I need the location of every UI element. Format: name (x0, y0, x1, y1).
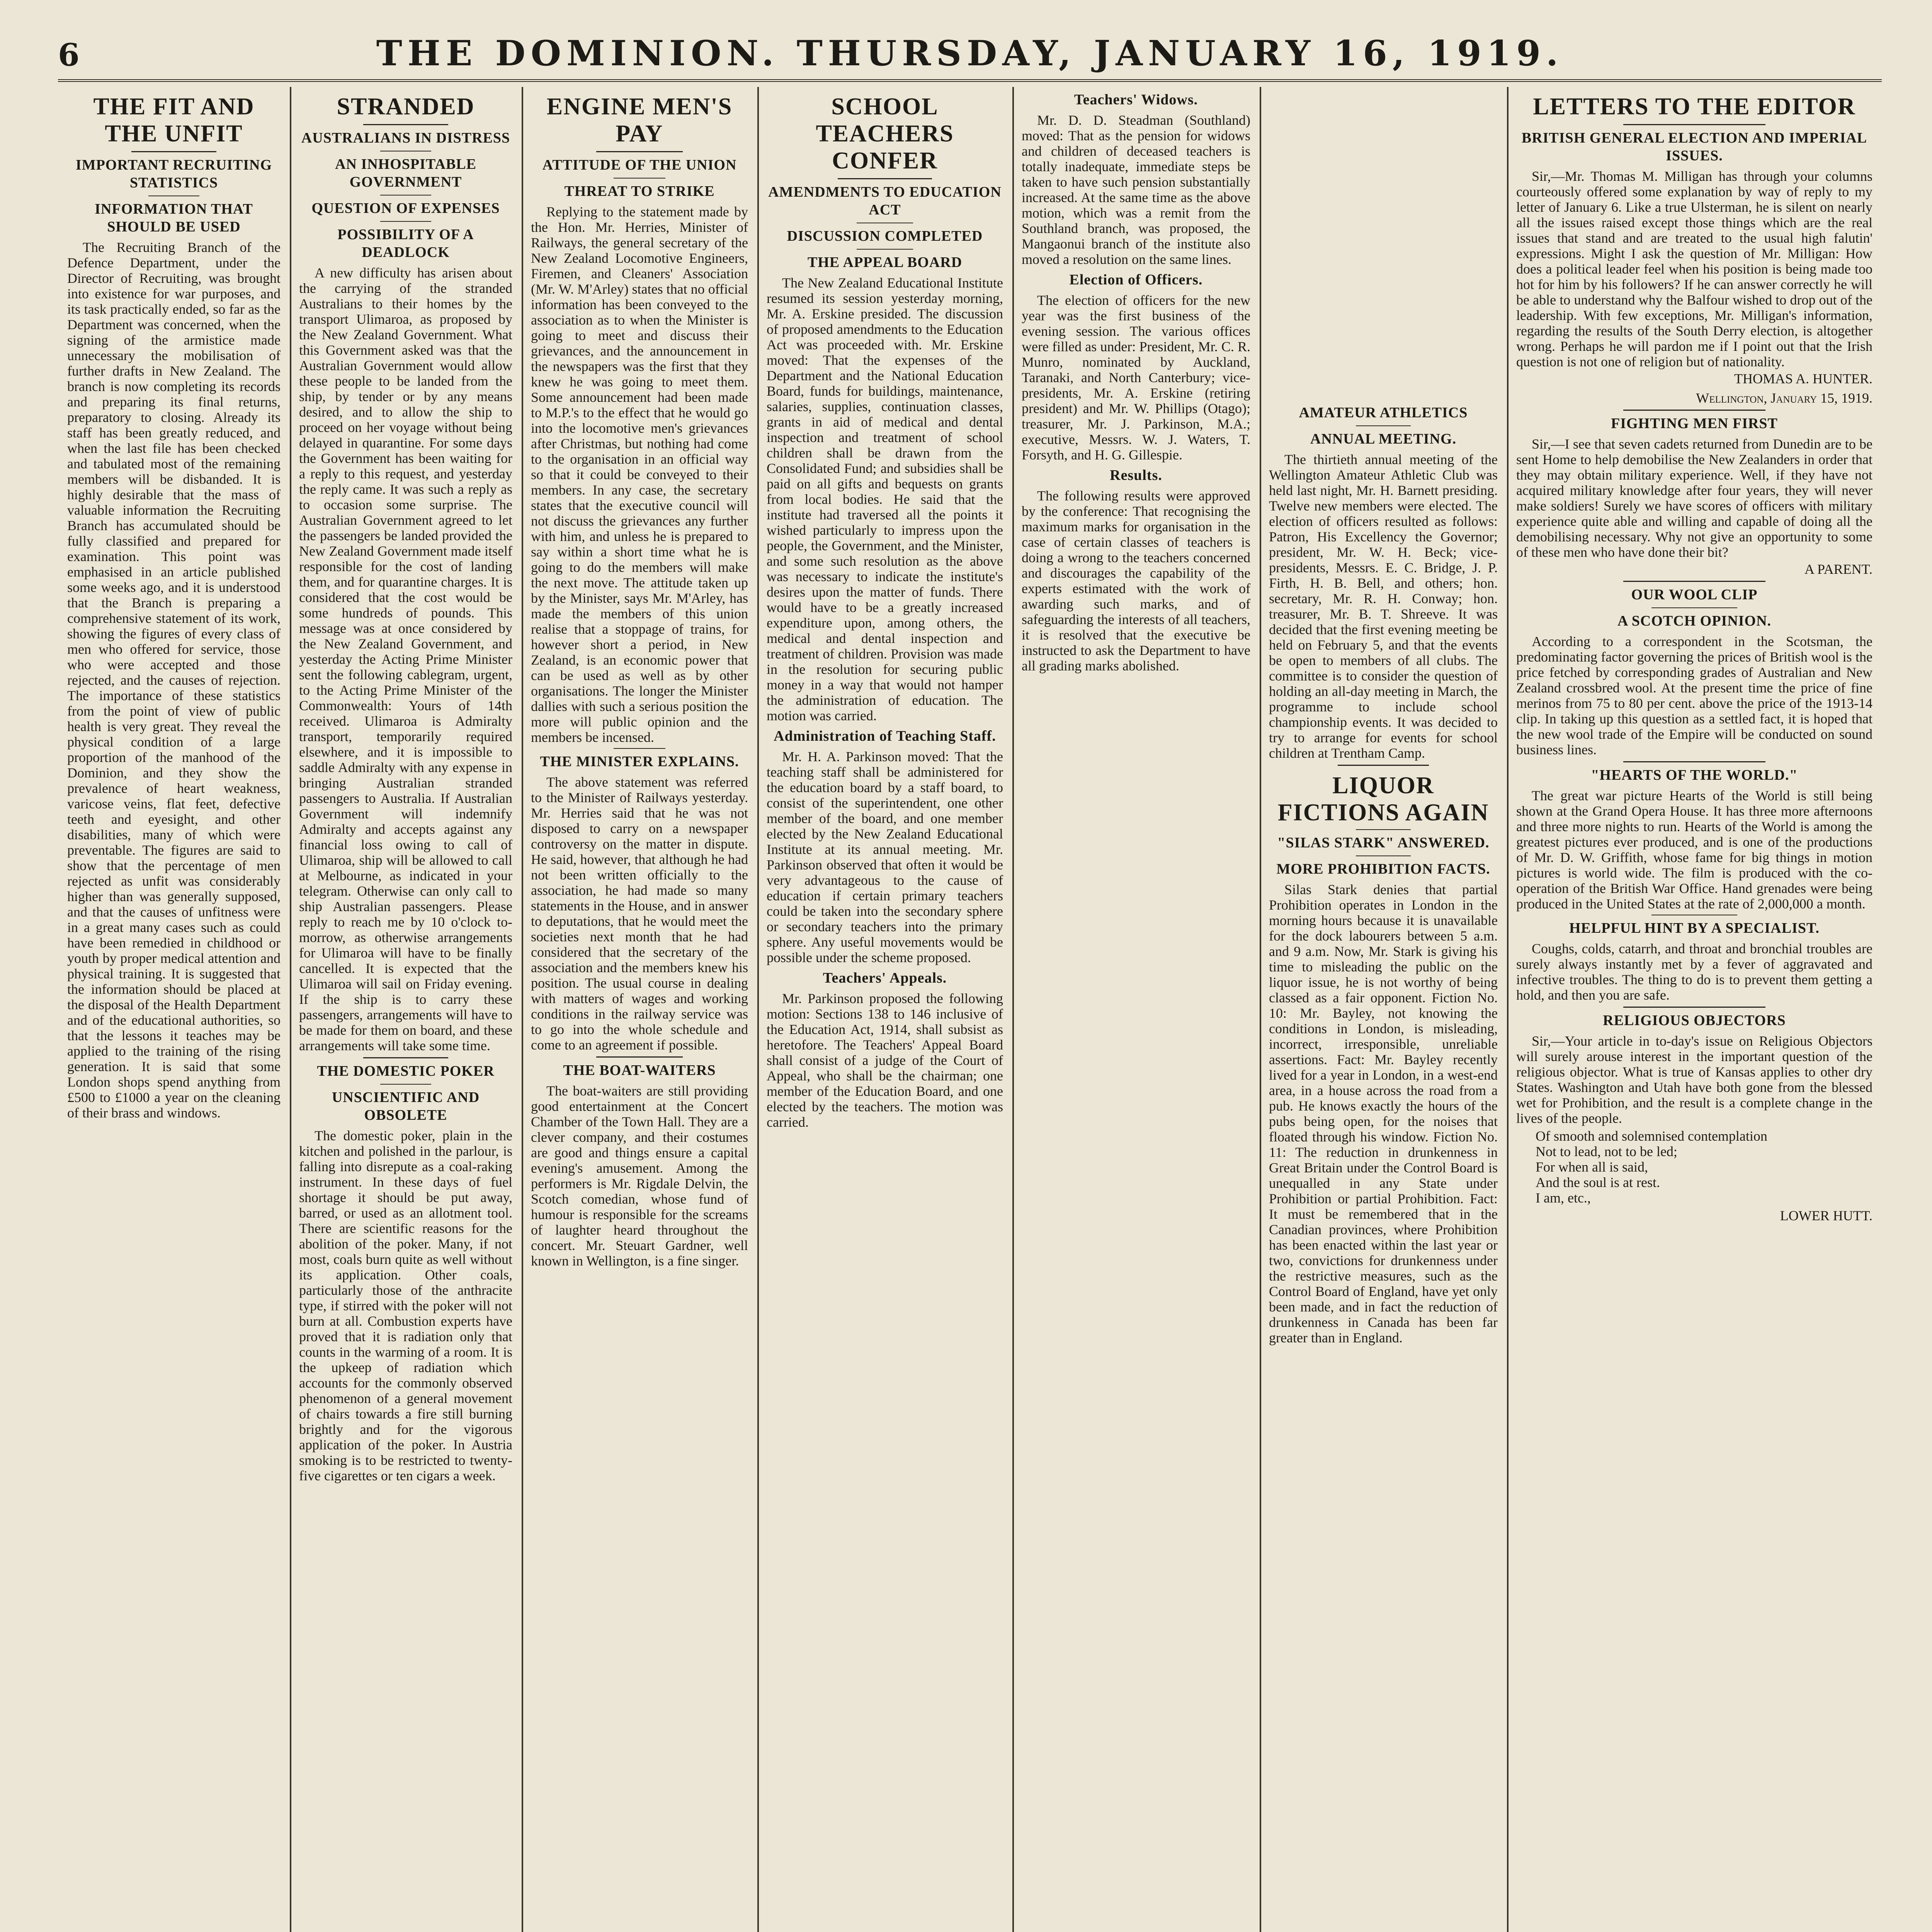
article-body: A new difficulty has arisen about the carrying of the stranded Australians to their homes by the transport Ulimaroa, as proposed by the New Zealand Government. What this Government asked was that the Australian Government would allow these people to be landed from the ship, by tender or by any means desired, and to allow the ship to proceed on her voyage without being delayed in quarantine. For some days the Government has been waiting for a reply to this request, and yesterday the reply came. It was such a reply as to occasion some surprise. The Australian Government agreed to let the passengers be landed provided the New Zealand Government made itself responsible for the cost of landing them, and for quarantine charges. It is considered that the cost would be some hundreds of pounds. This message was at once considered by the New Zealand Government, and yesterday the Acting Prime Minister sent the following cablegram, urgent, to the Acting Prime Minister of the Commonwealth: Yours of 14th received. Ulimaroa is Admiralty transport, temporarily required elsewhere, and it is impossible to saddle Admiralty with any expense in bringing Australian stranded passengers to Australia. If Australian Government will indemnify Admiralty and accepts against any financial loss owing to call of Ulimaroa, ship will be allowed to call at Melbourne, as indicated in your telegram. Otherwise can only call to ship Australian passengers. Please reply to reach me by 10 o'clock to-morrow, as otherwise arrangements for Ulimaroa will have to be finally cancelled. It is expected that the Ulimaroa will sail on Friday evening. If the ship is to carry these passengers, arrangements will have to be made for them on board, and these arrangements will take some time. (299, 265, 512, 1053)
divider (596, 151, 683, 152)
divider (857, 249, 913, 250)
article-body: The election of officers for the new year was the first business of the evening session. The various offices were filled as under: President, Mr. C. R. Munro, nominated by Auckland, Taranaki, and North Canterbury; vice-presidents, Mr. A. Erskine (retiring president) and Mr. W. Phillips (Otago); treasurer, Mr. J. Parkinson, M.A.; executive, Messrs. W. J. Waters, T. Forsyth, and H. G. Gillespie. (1022, 293, 1250, 463)
article-body: According to a correspondent in the Scotsman, the predominating factor governing the prices of British wool is the price fetched by corresponding grades of Australian and New Zealand crossbred wool. At the present time the price of fine merinos from 75 to 80 per cent. above the price of the 1913-14 clip. In taking up this question as a settled fact, it is hoped that the new wool trade of the Empire will be conducted on sound business lines. (1516, 634, 1872, 757)
letter-body: Sir,—I see that seven cadets returned from Dunedin are to be sent Home to help demobilise the New Zealanders in order that they may obtain military experience. Well, if they have not acquired military knowledge after four years, they will never make soldiers! Surely we have scores of officers with military experience quite able and willing and capable of doing all the demobilising necessary. Why not give an opportunity to some of these men who have done their bit? (1516, 436, 1872, 560)
subhead: THREAT TO STRIKE (564, 183, 715, 199)
article-body: Mr. Parkinson proposed the following motion: Sections 138 to 146 inclusive of the Education Act, 1914, shall subsist as heretofore. The Teachers' Appeal Board shall consist of a judge of the Court of Appeal, who shall be the chairman; one member of the Education Board, and one elected by the teachers. The motion was carried. (767, 991, 1003, 1130)
letter-body: Sir,—Your article in to-day's issue on Religious Objectors will surely arouse interest in the important question of the religious objector. What is true of Kansas applies to other dry States. Washington and Utah have both gone from the blessed wet for Prohibition, and the result is a complete change in the lives of the people. (1516, 1033, 1872, 1126)
headline-stranded: STRANDED (337, 94, 475, 120)
paper-dateline: THE DOMINION. THURSDAY, JANUARY 16, 1919. (376, 33, 1564, 74)
divider (1356, 855, 1411, 856)
divider (1623, 581, 1766, 582)
article-body: The above statement was referred to the Minister of Railways yesterday. Mr. Herries said that he was not disposed to carry on a newspaper controversy on the matter in dispute. He said, however, that although he had not been written officially to the association, he had made so many statements in the House, and in answer to deputations, that he would meet the societies next month that he had considered that the secretary of the association and the members knew his position. The usual course in dealing with matters of wages and working conditions in the railway service was to go into the whole schedule and come to an agreement if possible. (531, 774, 748, 1053)
page-number: 6 (58, 37, 80, 73)
divider (614, 748, 666, 749)
subhead: A SCOTCH OPINION. (1617, 613, 1772, 629)
article-body: Coughs, colds, catarrh, and throat and bronchial troubles are surely always instantly met by a fever of aggravated and infective troubles. The thing to do is to prevent them getting a hold, and then you are safe. (1516, 941, 1872, 1003)
article-body: The domestic poker, plain in the kitchen and polished in the parlour, is falling into disrepute as a coal-raking instrument. In these days of fuel shortage it should be put away, barred, or used as an allotment tool. There are scientific reasons for the abolition of the poker. Many, if not most, coals burn quite as well without its application. Other coals, particularly those of the anthracite type, if stirred with the poker will not burn at all. Combustion experts have proved that it is radiation only that counts in the warming of a room. It is the upkeep of radiation which accounts for the commonly observed phenomenon of a general movement of chairs towards a fire still burning brightly and for the vigorous application of the poker. In Austria smoking is to be restricted to twenty-five cigarettes or ten cigars a week. (299, 1128, 512, 1483)
article-body: Replying to the statement made by the Hon. Mr. Herries, Minister of Railways, the general secretary of the New Zealand Locomotive Engineers, Firemen, and Cleaners' Association (Mr. W. M'Arley) states that no official information has been conveyed to the association as to when the Minister is going to meet and discuss their grievances, and the announcement in the newspapers was the first that they knew he was going to meet them. Some announcement had been made to M.P.'s to the effect that he would go into the locomotive men's grievances after Christmas, but nothing had come to the organisation in an official way so that it could be conveyed to their members. In any case, the secretary states that the executive council will not discuss the grievances any further with him, and unless he is prepared to say within a short time what he is going to do the members will make the next move. The attitude taken up by the Minister, says Mr. M'Arley, has made the members of this union realise that a stoppage of trains, for however short a period, in New Zealand, is an economic power that can be used as well as by other organisations. The longer the Minister dallies with such a serious position the more will public opinion and the members be incensed. (531, 204, 748, 745)
subhead: BRITISH GENERAL ELECTION AND IMPERIAL ISSUES. (1521, 130, 1867, 164)
divider (380, 221, 431, 222)
column-4 (757, 87, 1012, 1932)
subhead: "SILAS STARK" ANSWERED. (1277, 835, 1490, 851)
article-body: The thirtieth annual meeting of the Wellington Amateur Athletic Club was held last night, Mr. H. Barnett presiding. Twelve new members were elected. The election of officers resulted as follows: Patron, His Excellency the Governor; president, Mr. W. H. Beck; vice-presidents, Messrs. E. C. Bridge, J. P. Firth, H. B. Bell, and others; hon. secretary, Mr. R. H. Conway; hon. treasurer, Mr. B. T. Shreeve. It was decided that the first evening meeting be held on February 5, and that the events be open to members of all clubs. The committee is to consider the question of holding an all-day meeting in March, the programme to include school championship events. It was decided to try to arrange for events for school children at Trentham Camp. (1269, 452, 1498, 761)
letter-signature: THOMAS A. HUNTER. (1734, 371, 1872, 386)
subhead: ANNUAL MEETING. (1310, 431, 1457, 447)
headline-engine-mens-pay: ENGINE MEN'S PAY (546, 94, 733, 147)
subhead: Election of Officers. (1069, 272, 1203, 288)
divider (1623, 124, 1766, 125)
headline-religious-objectors: RELIGIOUS OBJECTORS (1603, 1012, 1786, 1029)
divider (1338, 765, 1429, 766)
divider (1356, 829, 1411, 830)
article-body: The great war picture Hearts of the World is still being shown at the Grand Opera House. It has three more afternoons and three more nights to run. Hearts of the World is among the greatest pictures ever produced, and is one of the productions of Mr. D. W. Griffith, whose fame for big things in motion pictures is world wide. The film is produced with the co-operation of the British War Office. Hand grenades were being produced in the United States at the rate of 2,000,000 a month. (1516, 788, 1872, 912)
subhead: MORE PROHIBITION FACTS. (1276, 861, 1490, 877)
divider (614, 178, 666, 179)
divider (1356, 425, 1411, 426)
headline-liquor-fictions: LIQUOR FICTIONS AGAIN (1277, 772, 1489, 826)
subhead: AMENDMENTS TO EDUCATION ACT (768, 184, 1002, 218)
subhead: Administration of Teaching Staff. (774, 728, 996, 744)
letter-signature: A PARENT. (1804, 561, 1872, 577)
subhead: INFORMATION THAT SHOULD BE USED (95, 201, 253, 235)
headline-fit-unfit: THE FIT AND THE UNFIT (93, 94, 255, 147)
subhead: Teachers' Appeals. (823, 970, 947, 986)
column-2 (290, 87, 522, 1932)
headline-school-teachers: SCHOOL TEACHERS CONFER (816, 94, 954, 174)
verse-quote: Of smooth and solemnised contemplation Not to lead, not to be led; For when all is said, And the soul is at rest. I am, etc., (1536, 1128, 1767, 1206)
masthead (58, 21, 1882, 82)
letter-signature: LOWER HUTT. (1780, 1208, 1872, 1223)
headline-domestic-poker: THE DOMESTIC POKER (317, 1063, 495, 1079)
article-body: The boat-waiters are still providing good entertainment at the Concert Chamber of the Town Hall. They are a clever company, and their costumes are good and things ensure a capital evening's amusement. Among the performers is Mr. Rigdale Delvin, the Scotch comedian, whose fund of humour is responsible for the screams of laughter heard throughout the concert. Mr. Steuart Gardner, well known in Wellington, is a fine singer. (531, 1083, 748, 1269)
divider (596, 1056, 683, 1058)
subhead: THE MINISTER EXPLAINS. (540, 753, 739, 770)
subhead: IMPORTANT RECRUITING STATISTICS (75, 157, 272, 191)
subhead: QUESTION OF EXPENSES (311, 200, 500, 216)
headline-helpful-hint: HELPFUL HINT BY A SPECIALIST. (1569, 920, 1820, 936)
headline-boat-waiters: THE BOAT-WAITERS (563, 1062, 716, 1078)
subhead: Teachers' Widows. (1074, 92, 1198, 108)
subhead: POSSIBILITY OF A DEADLOCK (337, 226, 474, 260)
article-body: The following results were approved by the conference: That recognising the maximum marks for organisation in the case of certain classes of teachers is doing a wrong to the teachers concerned and discourages the capability of the experts estimated with the work of awarding such marks, and of safeguarding the interests of all teachers, it is resolved that the executive be instructed to ask the Department to have all grading marks abolished. (1022, 488, 1250, 673)
subhead: AUSTRALIANS IN DISTRESS (301, 130, 510, 146)
divider (131, 151, 217, 152)
subhead: UNSCIENTIFIC AND OBSOLETE (332, 1089, 480, 1123)
column-5 (1012, 87, 1260, 1932)
column-1 (58, 87, 290, 1932)
column-3 (522, 87, 757, 1932)
headline-letters-to-editor: LETTERS TO THE EDITOR (1533, 94, 1856, 120)
letter-body: Sir,—Mr. Thomas M. Milligan has through your columns courteously offered some explanation by way of reply to my letter of January 6. Like a true Ulsterman, he is silent on nearly all the issues raised except those things which are the real issues that stand and are treated to the usual high falutin' expressions. Might I ask the question of Mr. Milligan: How does a political leader feel when his position is being made too hot for him by his followers? If he can answer correctly he will be able to understand why the Balfour wished to drop out of the leadership. With few exceptions, Mr. Milligan's information, regarding the results of the South Derry election, is altogether wrong. Perhaps he will pardon me if I point out that the Irish question is not one of religion but of nationality. (1516, 168, 1872, 369)
column-7 (1507, 87, 1882, 1932)
headline-amateur-athletics: AMATEUR ATHLETICS (1299, 405, 1468, 421)
divider (363, 124, 449, 125)
divider (363, 1057, 449, 1058)
letter-dateline: Wellington, January 15, 1919. (1696, 390, 1872, 406)
divider (380, 1084, 431, 1085)
headline-fighting-men-first: FIGHTING MEN FIRST (1611, 415, 1778, 432)
divider (1623, 1007, 1766, 1008)
subhead: AN INHOSPITABLE GOVERNMENT (335, 156, 476, 190)
divider (838, 178, 932, 179)
headline-hearts-of-world: "HEARTS OF THE WORLD." (1591, 767, 1798, 783)
divider (1651, 607, 1737, 608)
subhead: ATTITUDE OF THE UNION (542, 157, 737, 173)
article-body: Mr. D. D. Steadman (Southland) moved: That as the pension for widows and children of deceased teachers is totally inadequate, immediate steps be taken to have such pension substantially increased. At the same time as the above motion, which was a remit from the Southland branch, was proposed, the Mangaonui branch of the institute also moved a resolution on the same lines. (1022, 112, 1250, 267)
article-body: Silas Stark denies that partial Prohibition operates in London in the morning hours because it is unavailable for the dock labourers between 5 a.m. and 9 a.m. Now, Mr. Stark is giving his time to misleading the public on the liquor issue, he is not worthy of being classed as a fair opponent. Fiction No. 10: Mr. Bayley, not knowing the conditions in London, is misleading, incorrect, irresponsible, unreliable assertions. Fact: Mr. Bayley recently lived for a year in London, in a west-end area, in a house across the road from a pub. He knows exactly the hours of the pubs being open, for the noises that floated through his window. Fiction No. 11: The reduction in drunkenness in Great Britain under the Control Board is unequalled in any State under Prohibition or partial Prohibition. Fact: It must be remembered that in the Canadian provinces, where Prohibition has been enacted within the last year or two, convictions for drunkenness under the restrictive measures, such as the Control Board of England, have yet only been made, and in fact the reduction of drunkenness in Canada has been far greater than in England. (1269, 882, 1498, 1345)
article-body: The New Zealand Educational Institute resumed its session yesterday morning, Mr. A. Erskine presided. The discussion of proposed amendments to the Education Act was proceeded with. Mr. Erskine moved: That the expenses of the Department and the National Education Board, funds for buildings, maintenance, salaries, supplies, continuation classes, grants in aid of medical and dental inspection and treatment of school children shall be drawn from the Consolidated Fund; and subsidies shall be paid on all gifts and bequests on grants from local bodies. He said that the institute had traversed all the points it wished particularly to impress upon the people, the Government, and the Minister, and some such resolution as the above was necessary to indicate the institute's desires upon the matter of funds. There would have to be a greatly increased expenditure upon, among others, the medical and dental inspection and treatment of children. Provision was made in the resolution for securing public money in a way that would not hamper the administration of education. The motion was carried. (767, 275, 1003, 723)
divider (1623, 410, 1766, 411)
subhead: Results. (1110, 467, 1162, 483)
divider (380, 195, 431, 196)
divider (1623, 761, 1766, 762)
article-body: Mr. H. A. Parkinson moved: That the teaching staff shall be administered for the education board by a staff board, to consist of the superintendent, one other member of the board, and one member elected by the New Zealand Educational Institute at its annual meeting. Mr. Parkinson observed that often it would be very advantageous to the cause of education if certain primary teachers could be taken into the secondary sphere or secondary teachers into the primary sphere. Any useful movements would be possible under the scheme proposed. (767, 749, 1003, 965)
column-6 (1260, 87, 1507, 1932)
headline-wool-clip: OUR WOOL CLIP (1631, 587, 1758, 603)
subhead: DISCUSSION COMPLETED (787, 228, 983, 244)
subhead: THE APPEAL BOARD (807, 254, 963, 270)
article-body: The Recruiting Branch of the Defence Department, under the Director of Recruiting, was brought into existence for war purposes, and its task practically ended, so far as the Department was concerned, when the signing of the armistice made unnecessary the mobilisation of further drafts in New Zealand. The branch is now completing its records and preparing its final returns, preparatory to closing. Already its staff has been greatly reduced, and when the last file has been checked and tabulated most of the remaining members will be disbanded. It is highly desirable that the mass of valuable information the Recruiting Branch has accumulated should be fully classified and prepared for examination. This point was emphasised in an article published some weeks ago, and it is understood that the Branch is preparing a comprehensive statement of its work, showing the figures of every class of men who offered for service, those who were accepted and those rejected, and the causes of rejection. The importance of these statistics from the point of view of public health is very great. They reveal the physical condition of a large proportion of the manhood of the Dominion, and they show the prevalence of heart weakness, varicose veins, flat feet, defective teeth and eyesight, and other disabilities, many of which were preventable. The figures are said to show that the percentage of men rejected as unfit was considerably higher than was generally supposed, and that the causes of unfitness were in a great many cases such as could have been remedied in childhood or youth by proper medical attention and physical training. It is suggested that the information should be placed at the disposal of the Health Department and of the educational authorities, so that the lessons it teaches may be applied to the training of the rising generation. It is said that some London shops spend anything from £500 to £1000 a year on the cleaning of their brass and windows. (67, 240, 281, 1121)
